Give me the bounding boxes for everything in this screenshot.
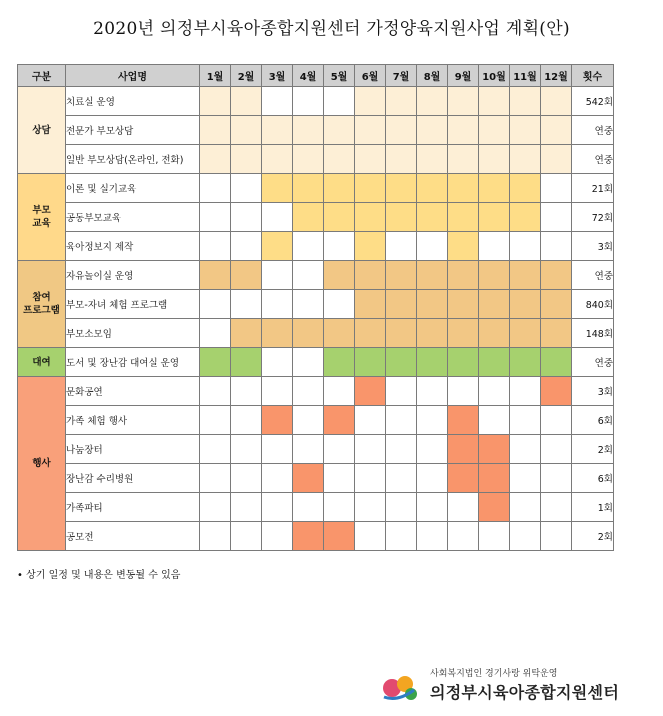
month-cell: [510, 232, 541, 261]
count-cell: 3회: [572, 377, 614, 406]
month-cell: [386, 319, 417, 348]
month-cell: [541, 377, 572, 406]
column-header: 2월: [231, 65, 262, 87]
footnote: • 상기 일정 및 내용은 변동될 수 있음: [17, 570, 181, 581]
month-cell: [448, 232, 479, 261]
month-cell: [293, 406, 324, 435]
table-row: [18, 377, 614, 406]
count-cell: 3회: [572, 232, 614, 261]
month-cell: [355, 464, 386, 493]
month-cell: [541, 319, 572, 348]
month-cell: [386, 174, 417, 203]
logo-mark-icon: [380, 672, 420, 702]
month-cell: [479, 406, 510, 435]
month-cell: [510, 145, 541, 174]
table-row: [18, 522, 614, 551]
page-title: 2020년 의정부시육아종합지원센터 가정양육지원사업 계획(안): [93, 19, 570, 39]
month-cell: [355, 174, 386, 203]
program-name: 장난감 수리병원: [66, 464, 200, 493]
month-cell: [262, 522, 293, 551]
month-cell: [448, 348, 479, 377]
category-cell: 부모 교육: [18, 174, 66, 261]
program-name: 문화공연: [66, 377, 200, 406]
column-header: 1월: [200, 65, 231, 87]
month-cell: [417, 406, 448, 435]
month-cell: [231, 87, 262, 116]
month-cell: [541, 232, 572, 261]
table-row: [18, 261, 614, 290]
month-cell: [417, 232, 448, 261]
count-cell: 연중: [572, 145, 614, 174]
month-cell: [324, 203, 355, 232]
count-cell: 1회: [572, 493, 614, 522]
month-cell: [448, 522, 479, 551]
month-cell: [510, 435, 541, 464]
month-cell: [200, 435, 231, 464]
table-row: [18, 319, 614, 348]
month-cell: [386, 348, 417, 377]
month-cell: [200, 493, 231, 522]
month-cell: [324, 290, 355, 319]
month-cell: [386, 377, 417, 406]
month-cell: [200, 116, 231, 145]
month-cell: [386, 116, 417, 145]
month-cell: [200, 261, 231, 290]
month-cell: [541, 522, 572, 551]
category-cell: 상담: [18, 87, 66, 174]
month-cell: [293, 319, 324, 348]
month-cell: [355, 87, 386, 116]
column-header: 9월: [448, 65, 479, 87]
month-cell: [417, 116, 448, 145]
month-cell: [231, 406, 262, 435]
month-cell: [541, 87, 572, 116]
month-cell: [541, 493, 572, 522]
month-cell: [386, 290, 417, 319]
table-row: [18, 232, 614, 261]
month-cell: [386, 435, 417, 464]
month-cell: [324, 145, 355, 174]
table-row: [18, 493, 614, 522]
month-cell: [479, 145, 510, 174]
month-cell: [200, 203, 231, 232]
column-header: 7월: [386, 65, 417, 87]
column-header: 횟수: [572, 65, 614, 87]
month-cell: [355, 145, 386, 174]
month-cell: [479, 203, 510, 232]
month-cell: [293, 464, 324, 493]
month-cell: [417, 435, 448, 464]
month-cell: [510, 203, 541, 232]
program-name: 치료실 운영: [66, 87, 200, 116]
program-name: 도서 및 장난감 대여실 운영: [66, 348, 200, 377]
month-cell: [293, 493, 324, 522]
month-cell: [355, 377, 386, 406]
table-row: [18, 290, 614, 319]
month-cell: [262, 377, 293, 406]
month-cell: [541, 203, 572, 232]
month-cell: [262, 87, 293, 116]
program-name: 나눔장터: [66, 435, 200, 464]
month-cell: [479, 174, 510, 203]
column-header: 5월: [324, 65, 355, 87]
column-header: 12월: [541, 65, 572, 87]
month-cell: [479, 435, 510, 464]
month-cell: [324, 522, 355, 551]
month-cell: [262, 116, 293, 145]
count-cell: 72회: [572, 203, 614, 232]
month-cell: [200, 290, 231, 319]
month-cell: [417, 290, 448, 319]
count-cell: 840회: [572, 290, 614, 319]
month-cell: [355, 116, 386, 145]
month-cell: [417, 377, 448, 406]
month-cell: [448, 87, 479, 116]
month-cell: [479, 522, 510, 551]
month-cell: [541, 261, 572, 290]
month-cell: [386, 261, 417, 290]
month-cell: [262, 319, 293, 348]
month-cell: [417, 464, 448, 493]
month-cell: [479, 87, 510, 116]
month-cell: [200, 174, 231, 203]
month-cell: [355, 406, 386, 435]
month-cell: [324, 116, 355, 145]
column-header: 3월: [262, 65, 293, 87]
month-cell: [293, 116, 324, 145]
month-cell: [448, 377, 479, 406]
month-cell: [231, 522, 262, 551]
month-cell: [262, 348, 293, 377]
table-row: [18, 87, 614, 116]
month-cell: [200, 319, 231, 348]
month-cell: [386, 87, 417, 116]
month-cell: [386, 464, 417, 493]
month-cell: [479, 493, 510, 522]
month-cell: [293, 232, 324, 261]
program-name: 육아정보지 제작: [66, 232, 200, 261]
month-cell: [417, 493, 448, 522]
program-name: 가족 체험 행사: [66, 406, 200, 435]
month-cell: [510, 290, 541, 319]
month-cell: [448, 116, 479, 145]
program-name: 가족파티: [66, 493, 200, 522]
table-row: [18, 145, 614, 174]
month-cell: [262, 174, 293, 203]
month-cell: [324, 377, 355, 406]
month-cell: [448, 464, 479, 493]
column-header: 사업명: [66, 65, 200, 87]
month-cell: [231, 435, 262, 464]
month-cell: [262, 261, 293, 290]
month-cell: [355, 290, 386, 319]
month-cell: [355, 348, 386, 377]
month-cell: [541, 435, 572, 464]
table-body: [18, 87, 614, 551]
table-row: [18, 435, 614, 464]
month-cell: [355, 203, 386, 232]
month-cell: [200, 232, 231, 261]
program-name: 일반 부모상담(온라인, 전화): [66, 145, 200, 174]
month-cell: [448, 319, 479, 348]
program-name: 부모소모임: [66, 319, 200, 348]
month-cell: [324, 348, 355, 377]
month-cell: [510, 174, 541, 203]
month-cell: [541, 290, 572, 319]
month-cell: [355, 261, 386, 290]
program-name: 자유놀이실 운영: [66, 261, 200, 290]
month-cell: [386, 406, 417, 435]
plan-table: [17, 64, 614, 551]
count-cell: 연중: [572, 348, 614, 377]
month-cell: [231, 290, 262, 319]
logo-subtitle: 사회복지법인 경기사랑 위탁운영: [430, 669, 558, 679]
month-cell: [262, 145, 293, 174]
month-cell: [200, 522, 231, 551]
category-cell: 행사: [18, 377, 66, 551]
month-cell: [231, 203, 262, 232]
program-name: 공동부모교육: [66, 203, 200, 232]
month-cell: [231, 232, 262, 261]
month-cell: [448, 406, 479, 435]
month-cell: [448, 145, 479, 174]
month-cell: [293, 290, 324, 319]
month-cell: [231, 116, 262, 145]
month-cell: [355, 493, 386, 522]
month-cell: [479, 290, 510, 319]
month-cell: [510, 522, 541, 551]
month-cell: [541, 116, 572, 145]
month-cell: [231, 377, 262, 406]
month-cell: [541, 464, 572, 493]
month-cell: [386, 493, 417, 522]
month-cell: [541, 145, 572, 174]
month-cell: [448, 435, 479, 464]
month-cell: [355, 522, 386, 551]
count-cell: 연중: [572, 116, 614, 145]
month-cell: [386, 145, 417, 174]
logo-name: 의정부시육아종합지원센터: [430, 683, 620, 702]
column-header: 10월: [479, 65, 510, 87]
table-row: [18, 174, 614, 203]
month-cell: [262, 406, 293, 435]
month-cell: [200, 464, 231, 493]
count-cell: 연중: [572, 261, 614, 290]
month-cell: [200, 87, 231, 116]
month-cell: [386, 522, 417, 551]
month-cell: [448, 493, 479, 522]
column-header: 6월: [355, 65, 386, 87]
month-cell: [417, 87, 448, 116]
program-name: 이론 및 실기교육: [66, 174, 200, 203]
count-cell: 21회: [572, 174, 614, 203]
table-row: [18, 464, 614, 493]
month-cell: [479, 377, 510, 406]
month-cell: [293, 377, 324, 406]
month-cell: [324, 406, 355, 435]
month-cell: [293, 87, 324, 116]
column-header: 11월: [510, 65, 541, 87]
month-cell: [448, 174, 479, 203]
month-cell: [417, 522, 448, 551]
month-cell: [510, 464, 541, 493]
month-cell: [355, 232, 386, 261]
month-cell: [231, 174, 262, 203]
month-cell: [262, 290, 293, 319]
month-cell: [262, 232, 293, 261]
month-cell: [510, 319, 541, 348]
month-cell: [262, 435, 293, 464]
month-cell: [417, 348, 448, 377]
month-cell: [324, 319, 355, 348]
month-cell: [200, 406, 231, 435]
month-cell: [479, 464, 510, 493]
month-cell: [510, 116, 541, 145]
count-cell: 6회: [572, 406, 614, 435]
month-cell: [293, 261, 324, 290]
month-cell: [324, 464, 355, 493]
month-cell: [293, 522, 324, 551]
month-cell: [231, 348, 262, 377]
month-cell: [541, 406, 572, 435]
program-name: 전문가 부모상담: [66, 116, 200, 145]
table-row: [18, 203, 614, 232]
table-row: [18, 116, 614, 145]
month-cell: [200, 377, 231, 406]
month-cell: [417, 319, 448, 348]
month-cell: [324, 87, 355, 116]
header-row: [18, 65, 614, 87]
month-cell: [200, 145, 231, 174]
month-cell: [541, 174, 572, 203]
month-cell: [355, 319, 386, 348]
month-cell: [293, 174, 324, 203]
month-cell: [231, 319, 262, 348]
month-cell: [293, 203, 324, 232]
month-cell: [324, 493, 355, 522]
month-cell: [510, 87, 541, 116]
month-cell: [324, 232, 355, 261]
count-cell: 542회: [572, 87, 614, 116]
month-cell: [231, 464, 262, 493]
month-cell: [510, 261, 541, 290]
month-cell: [479, 319, 510, 348]
month-cell: [448, 261, 479, 290]
month-cell: [262, 493, 293, 522]
month-cell: [479, 232, 510, 261]
month-cell: [510, 377, 541, 406]
month-cell: [293, 435, 324, 464]
count-cell: 6회: [572, 464, 614, 493]
month-cell: [448, 203, 479, 232]
month-cell: [479, 348, 510, 377]
month-cell: [510, 493, 541, 522]
program-name: 부모-자녀 체험 프로그램: [66, 290, 200, 319]
month-cell: [479, 116, 510, 145]
count-cell: 2회: [572, 522, 614, 551]
month-cell: [510, 348, 541, 377]
column-header: 8월: [417, 65, 448, 87]
month-cell: [355, 435, 386, 464]
month-cell: [262, 203, 293, 232]
month-cell: [510, 406, 541, 435]
category-cell: 참여 프로그램: [18, 261, 66, 348]
month-cell: [541, 348, 572, 377]
month-cell: [231, 493, 262, 522]
organization-logo: [380, 666, 640, 706]
month-cell: [324, 174, 355, 203]
month-cell: [293, 348, 324, 377]
month-cell: [200, 348, 231, 377]
month-cell: [231, 261, 262, 290]
month-cell: [293, 145, 324, 174]
table-row: [18, 348, 614, 377]
month-cell: [448, 290, 479, 319]
month-cell: [417, 174, 448, 203]
month-cell: [479, 261, 510, 290]
column-header: 구분: [18, 65, 66, 87]
month-cell: [231, 145, 262, 174]
month-cell: [386, 232, 417, 261]
program-name: 공모전: [66, 522, 200, 551]
month-cell: [324, 435, 355, 464]
month-cell: [386, 203, 417, 232]
table-row: [18, 406, 614, 435]
month-cell: [417, 145, 448, 174]
column-header: 4월: [293, 65, 324, 87]
count-cell: 2회: [572, 435, 614, 464]
month-cell: [417, 203, 448, 232]
category-cell: 대여: [18, 348, 66, 377]
count-cell: 148회: [572, 319, 614, 348]
month-cell: [324, 261, 355, 290]
month-cell: [262, 464, 293, 493]
month-cell: [417, 261, 448, 290]
